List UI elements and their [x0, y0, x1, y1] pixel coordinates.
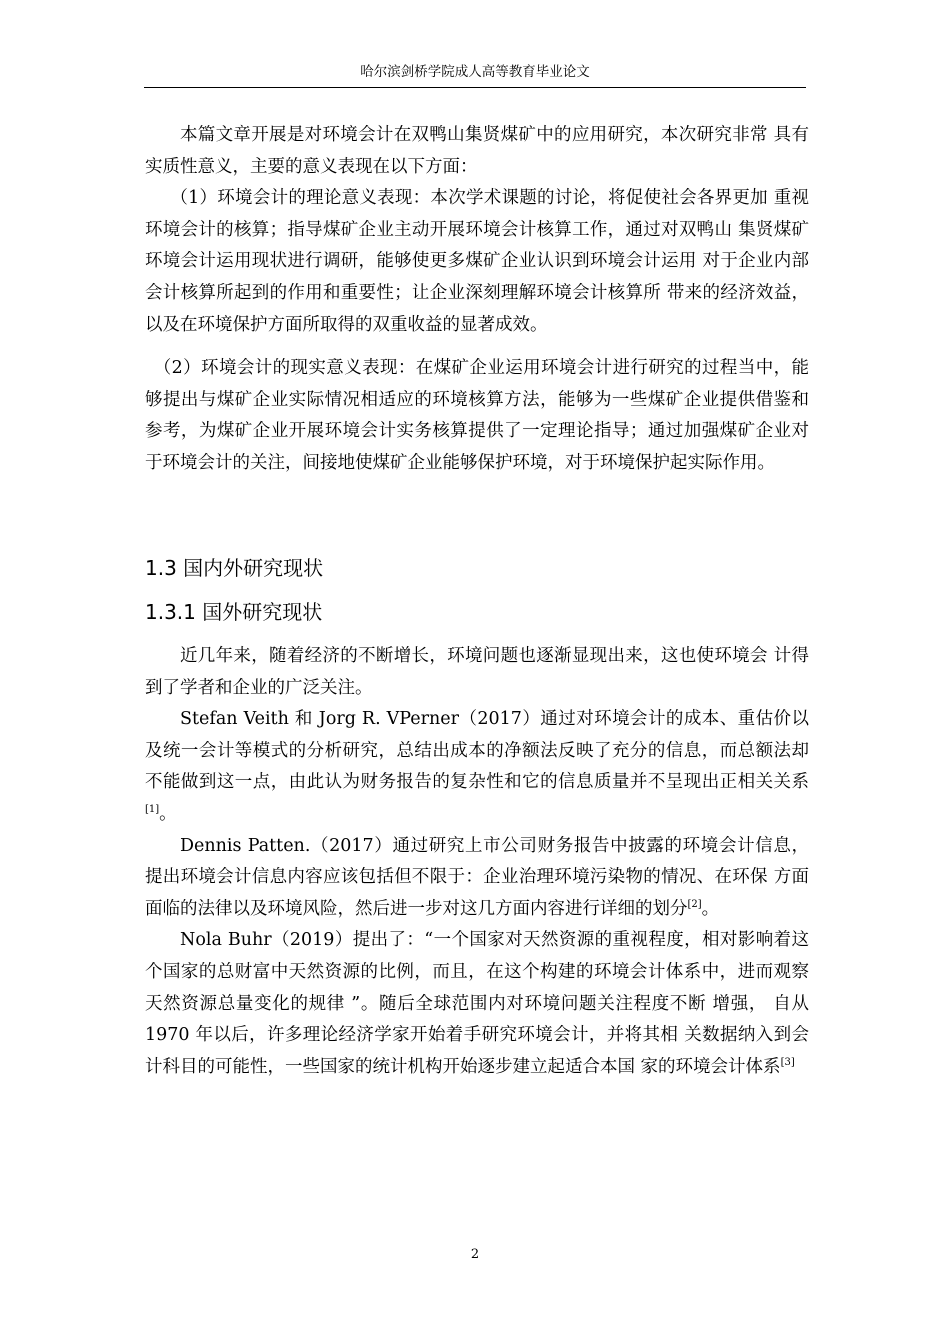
- paragraph-overview: 近几年来，随着经济的不断增长，环境问题也逐渐显现出来，这也使环境会 计得到了学者和企业的广泛关注。: [145, 646, 809, 698]
- header-divider: [144, 87, 806, 88]
- section-heading-1-3-1: 1.3.1 国外研究现状: [145, 600, 323, 624]
- paragraph-intro: 本篇文章开展是对环境会计在双鸭山集贤煤矿中的应用研究，本次研究非常 具有实质性意义，主要的意义表现在以下方面：: [145, 125, 809, 177]
- intro-section: [145, 120, 809, 480]
- citation-ref: [1]: [145, 803, 160, 815]
- paragraph-nola-buhr: [145, 925, 809, 1083]
- foreign-research-section: [145, 641, 809, 1083]
- section-heading-1-3: 1.3 国内外研究现状: [145, 556, 324, 580]
- paragraph-text: Dennis Patten.（2017）通过研究上市公司财务报告中披露的环境会计信息， 提出环境会计信息内容应该包括但不限于：企业治理环境污染物的情况、在环保 方面面临的法律以及环境风险，然后进一步对这几方面内容进行详细的划分: [145, 835, 809, 919]
- paragraph-theoretical-significance: （1）环境会计的理论意义表现：本次学术课题的讨论，将促使社会各界更加 重视环境会计的核算；指导煤矿企业主动开展环境会计核算工作，通过对双鸭山 集贤煤矿环境会计运用现状进行调研，能够使更多煤矿企业认识到环境会计运用 对于企业内部会计核算所起到的作用和重要性；让企业深刻理解环境会计核算所 带来的经济效益，以及在环境保护方面所取得的双重收益的显著成效。: [145, 188, 809, 335]
- paragraph-text: Nola Buhr（2019）提出了：“一个国家对天然资源的重视程度，相对影响着这个国家的总财富中天然资源的比例，而且，在这个构建的环境会计体系中，进而观察天然资源总量变化的规律 ”。随后全球范围内对环境问题关注程度不断 增强， 自从 1970 年以后，许多理论经济学家开始着手研究环境会计，并将其相 关数据纳入到会计科目的可能性，一些国家的统计机构开始逐步建立起适合本国 家的环境会计体系: [145, 930, 809, 1077]
- page-header: 哈尔滨剑桥学院成人高等教育毕业论文: [360, 64, 590, 80]
- paragraph-stefan-veith: [145, 704, 809, 830]
- citation-ref: [2]: [687, 898, 702, 910]
- paragraph-tail: 。: [701, 898, 720, 919]
- paragraph-dennis-patten: [145, 831, 809, 926]
- paragraph-practical-significance: （2）环境会计的现实意义表现：在煤矿企业运用环境会计进行研究的过程当中，能够提出与煤矿企业实际情况相适应的环境核算方法，能够为一些煤矿企业提供借鉴和参考，为煤矿企业开展环境会计实务核算提供了一定理论指导；通过加强煤矿企业对于环境会计的关注，间接地使煤矿企业能够保护环境，对于环境保护起实际作用。: [145, 358, 809, 473]
- paragraph-text: Stefan Veith 和 Jorg R. VPerner（2017）通过对环境会计的成本、重估价以及统一会计等模式的分析研究，总结出成本的净额法反映了充分的信息，而总额法却不能做到这一点，由此认为财务报告的复杂性和它的信息质量并不呈现出正相关关系: [145, 709, 809, 793]
- page-number: 2: [470, 1247, 480, 1262]
- paragraph-tail: 。: [159, 803, 177, 824]
- citation-ref: [3]: [780, 1056, 795, 1068]
